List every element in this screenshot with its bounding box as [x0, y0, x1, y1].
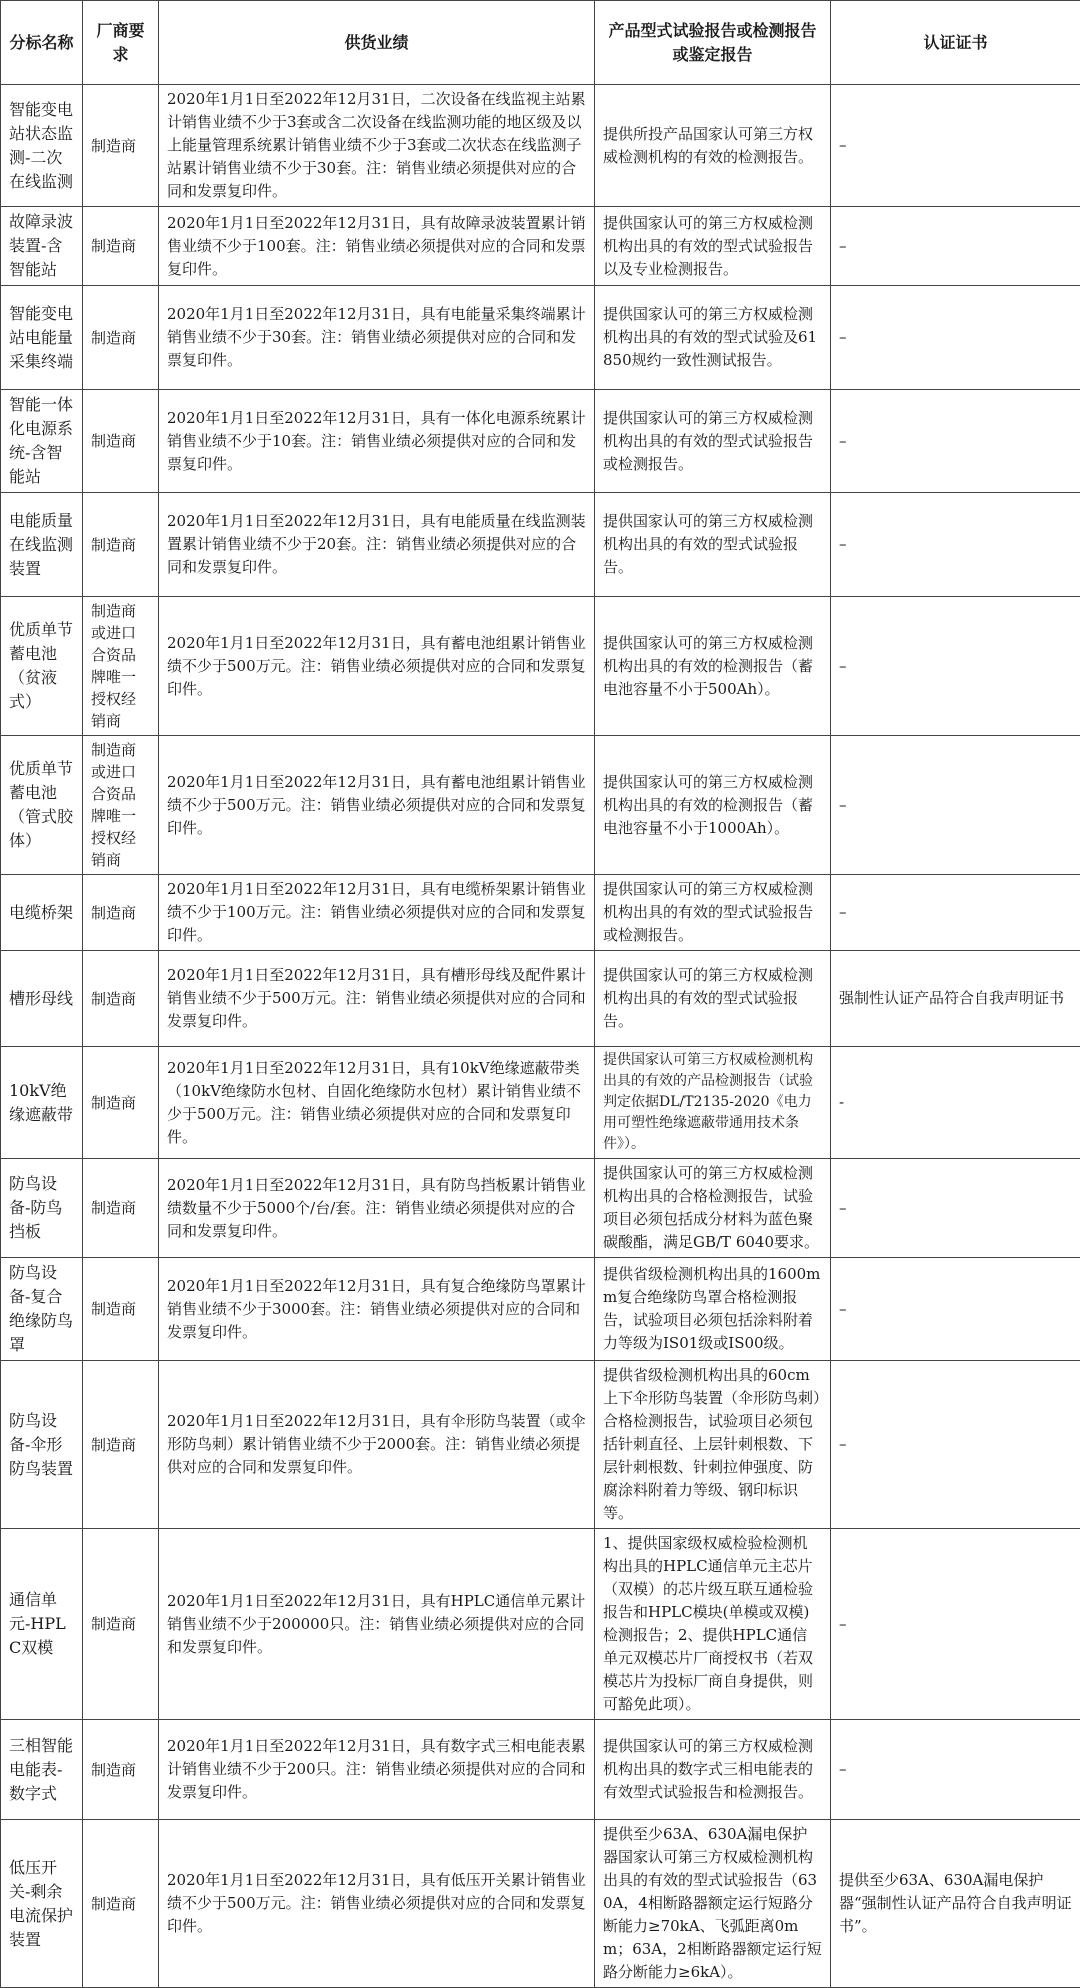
- report-cell: 提供国家认可的第三方权威检测机构出具的有效的型式试验报告。: [595, 951, 831, 1047]
- table-row: [1, 390, 1080, 493]
- manufacturer-cell: 制造商: [83, 1361, 159, 1529]
- table-row: [1, 493, 1080, 597]
- performance-cell: 2020年1月1日至2022年12月31日，具有HPLC通信单元累计销售业绩不少于200000只。注：销售业绩必须提供对应的合同和发票复印件。: [159, 1529, 595, 1720]
- category-cell: 防鸟设备-防鸟挡板: [1, 1159, 83, 1258]
- certificate-cell: -: [831, 1047, 1080, 1159]
- table-row: [1, 286, 1080, 390]
- table-row: [1, 1361, 1080, 1529]
- performance-cell: 2020年1月1日至2022年12月31日，具有伞形防鸟装置（或伞形防鸟刺）累计销售业绩不少于2000套。注：销售业绩必须提供对应的合同和发票复印件。: [159, 1361, 595, 1529]
- performance-cell: 2020年1月1日至2022年12月31日，具有电缆桥架累计销售业绩不少于100万元。注：销售业绩必须提供对应的合同和发票复印件。: [159, 875, 595, 951]
- category-cell: 优质单节蓄电池（贫液式）: [1, 597, 83, 736]
- certificate-cell: –: [831, 207, 1080, 286]
- category-cell: 智能一体化电源系统-含智能站: [1, 390, 83, 493]
- manufacturer-cell: 制造商: [83, 85, 159, 207]
- report-cell: 提供国家认可的第三方权威检测机构出具的有效的检测报告（蓄电池容量不小于500Ah）。: [595, 597, 831, 736]
- table-row: [1, 736, 1080, 875]
- manufacturer-cell: 制造商: [83, 1529, 159, 1720]
- report-cell: 提供国家认可的第三方权威检测机构出具的有效的型式试验报告。: [595, 493, 831, 597]
- certificate-cell: –: [831, 1529, 1080, 1720]
- report-cell: 提供所投产品国家认可第三方权威检测机构的有效的检测报告。: [595, 85, 831, 207]
- table-row: [1, 1159, 1080, 1258]
- report-cell: 提供国家认可的第三方权威检测机构出具的有效的型式试验报告或检测报告。: [595, 875, 831, 951]
- performance-cell: 2020年1月1日至2022年12月31日，具有蓄电池组累计销售业绩不少于500万元。注：销售业绩必须提供对应的合同和发票复印件。: [159, 597, 595, 736]
- report-cell: 提供省级检测机构出具的60cm上下伞形防鸟装置（伞形防鸟刺）合格检测报告，试验项目必须包括针刺直径、上层针刺根数、下层针刺根数、针刺拉伸强度、防腐涂料附着力等级、钢印标识等。: [595, 1361, 831, 1529]
- manufacturer-cell: 制造商: [83, 390, 159, 493]
- table-row: [1, 1529, 1080, 1720]
- performance-cell: 2020年1月1日至2022年12月31日，具有电能量采集终端累计销售业绩不少于30套。注：销售业绩必须提供对应的合同和发票复印件。: [159, 286, 595, 390]
- report-cell: 提供国家认可第三方权威检测机构出具的有效的产品检测报告（试验判定依据DL/T2135-2020《电力用可塑性绝缘遮蔽带通用技术条件》）。: [595, 1047, 831, 1159]
- certificate-cell: –: [831, 286, 1080, 390]
- manufacturer-cell: 制造商: [83, 1047, 159, 1159]
- certificate-cell: –: [831, 390, 1080, 493]
- header-report: 产品型式试验报告或检测报告或鉴定报告: [595, 1, 831, 85]
- certificate-cell: –: [831, 85, 1080, 207]
- manufacturer-cell: 制造商: [83, 875, 159, 951]
- report-cell: 提供至少63A、630A漏电保护器国家认可第三方权威检测机构出具的有效的型式试验报告（630A，4相断路器额定运行短路分断能力≥70kA、飞弧距离0mm；63A，2相断路器额定运行短路分断能力≥6kA）。: [595, 1820, 831, 1988]
- category-cell: 智能变电站状态监测-二次在线监测: [1, 85, 83, 207]
- report-cell: 提供国家认可的第三方权威检测机构出具的有效的型式试验及61850规约一致性测试报告。: [595, 286, 831, 390]
- header-manufacturer: 厂商要求: [83, 1, 159, 85]
- table-row: [1, 597, 1080, 736]
- performance-cell: 2020年1月1日至2022年12月31日，具有槽形母线及配件累计销售业绩不少于500万元。注：销售业绩必须提供对应的合同和发票复印件。: [159, 951, 595, 1047]
- category-cell: 防鸟设备-复合绝缘防鸟罩: [1, 1258, 83, 1361]
- manufacturer-cell: 制造商或进口合资品牌唯一授权经销商: [83, 597, 159, 736]
- report-cell: 提供国家认可的第三方权威检测机构出具的有效的型式试验报告以及专业检测报告。: [595, 207, 831, 286]
- certificate-cell: –: [831, 597, 1080, 736]
- certificate-cell: –: [831, 1258, 1080, 1361]
- certificate-cell: –: [831, 875, 1080, 951]
- certificate-cell: 提供至少63A、630A漏电保护器“强制性认证产品符合自我声明证书”。: [831, 1820, 1080, 1988]
- manufacturer-cell: 制造商: [83, 1820, 159, 1988]
- report-cell: 提供国家认可的第三方权威检测机构出具的数字式三相电能表的有效型式试验报告和检测报告。: [595, 1720, 831, 1820]
- table-row: [1, 1258, 1080, 1361]
- table-row: [1, 1720, 1080, 1820]
- manufacturer-cell: 制造商: [83, 493, 159, 597]
- category-cell: 防鸟设备-伞形防鸟装置: [1, 1361, 83, 1529]
- performance-cell: 2020年1月1日至2022年12月31日，具有防鸟挡板累计销售业绩数量不少于5000个/台/套。注：销售业绩必须提供对应的合同和发票复印件。: [159, 1159, 595, 1258]
- category-cell: 故障录波装置-含智能站: [1, 207, 83, 286]
- table-row: [1, 875, 1080, 951]
- manufacturer-cell: 制造商: [83, 1258, 159, 1361]
- table-row: [1, 951, 1080, 1047]
- certificate-cell: –: [831, 1720, 1080, 1820]
- manufacturer-cell: 制造商或进口合资品牌唯一授权经销商: [83, 736, 159, 875]
- report-cell: 提供国家认可的第三方权威检测机构出具的合格检测报告，试验项目必须包括成分材料为蓝色聚碳酸酯，满足GB/T 6040要求。: [595, 1159, 831, 1258]
- report-cell: 1、提供国家级权威检验检测机构出具的HPLC通信单元主芯片（双模）的芯片级互联互通检验报告和HPLC模块(单模或双模)检测报告；2、提供HPLC通信单元双模芯片厂商授权书（若双模芯片为投标厂商自身提供，则可豁免此项）。: [595, 1529, 831, 1720]
- category-cell: 通信单元-HPLC双模: [1, 1529, 83, 1720]
- header-row: [1, 1, 1080, 85]
- performance-cell: 2020年1月1日至2022年12月31日，具有低压开关累计销售业绩不少于500万元。注：销售业绩必须提供对应的合同和发票复印件。: [159, 1820, 595, 1988]
- performance-cell: 2020年1月1日至2022年12月31日，具有故障录波装置累计销售业绩不少于100套。注：销售业绩必须提供对应的合同和发票复印件。: [159, 207, 595, 286]
- table-row: [1, 1820, 1080, 1988]
- manufacturer-cell: 制造商: [83, 286, 159, 390]
- performance-cell: 2020年1月1日至2022年12月31日，具有复合绝缘防鸟罩累计销售业绩不少于3000套。注：销售业绩必须提供对应的合同和发票复印件。: [159, 1258, 595, 1361]
- header-certificate: 认证证书: [831, 1, 1080, 85]
- category-cell: 电能质量在线监测装置: [1, 493, 83, 597]
- category-cell: 槽形母线: [1, 951, 83, 1047]
- performance-cell: 2020年1月1日至2022年12月31日，具有电能质量在线监测装置累计销售业绩不少于20套。注：销售业绩必须提供对应的合同和发票复印件。: [159, 493, 595, 597]
- certificate-cell: –: [831, 493, 1080, 597]
- header-performance: 供货业绩: [159, 1, 595, 85]
- category-cell: 三相智能电能表-数字式: [1, 1720, 83, 1820]
- certificate-cell: –: [831, 736, 1080, 875]
- category-cell: 低压开关-剩余电流保护装置: [1, 1820, 83, 1988]
- table-row: [1, 1047, 1080, 1159]
- certificate-cell: –: [831, 1361, 1080, 1529]
- report-cell: 提供省级检测机构出具的1600mm复合绝缘防鸟罩合格检测报告，试验项目必须包括涂料附着力等级为IS01级或IS00级。: [595, 1258, 831, 1361]
- report-cell: 提供国家认可的第三方权威检测机构出具的有效的型式试验报告或检测报告。: [595, 390, 831, 493]
- category-cell: 优质单节蓄电池（管式胶体）: [1, 736, 83, 875]
- category-cell: 智能变电站电能量采集终端: [1, 286, 83, 390]
- table-row: [1, 85, 1080, 207]
- performance-cell: 2020年1月1日至2022年12月31日，具有一体化电源系统累计销售业绩不少于10套。注：销售业绩必须提供对应的合同和发票复印件。: [159, 390, 595, 493]
- report-cell: 提供国家认可的第三方权威检测机构出具的有效的检测报告（蓄电池容量不小于1000Ah）。: [595, 736, 831, 875]
- manufacturer-cell: 制造商: [83, 1159, 159, 1258]
- manufacturer-cell: 制造商: [83, 207, 159, 286]
- manufacturer-cell: 制造商: [83, 951, 159, 1047]
- performance-cell: 2020年1月1日至2022年12月31日，具有数字式三相电能表累计销售业绩不少于200只。注：销售业绩必须提供对应的合同和发票复印件。: [159, 1720, 595, 1820]
- header-category: 分标名称: [1, 1, 83, 85]
- category-cell: 电缆桥架: [1, 875, 83, 951]
- performance-cell: 2020年1月1日至2022年12月31日，具有10kV绝缘遮蔽带类（10kV绝缘防水包材、自固化绝缘防水包材）累计销售业绩不少于500万元。注：销售业绩必须提供对应的合同和发票复印件。: [159, 1047, 595, 1159]
- performance-cell: 2020年1月1日至2022年12月31日，具有蓄电池组累计销售业绩不少于500万元。注：销售业绩必须提供对应的合同和发票复印件。: [159, 736, 595, 875]
- certificate-cell: –: [831, 1159, 1080, 1258]
- manufacturer-cell: 制造商: [83, 1720, 159, 1820]
- category-cell: 10kV绝缘遮蔽带: [1, 1047, 83, 1159]
- certificate-cell: 强制性认证产品符合自我声明证书: [831, 951, 1080, 1047]
- table-row: [1, 207, 1080, 286]
- performance-cell: 2020年1月1日至2022年12月31日，二次设备在线监视主站累计销售业绩不少于3套或含二次设备在线监测功能的地区级及以上能量管理系统累计销售业绩不少于3套或二次状态在线监测子站累计销售业绩不少于30套。注：销售业绩必须提供对应的合同和发票复印件。: [159, 85, 595, 207]
